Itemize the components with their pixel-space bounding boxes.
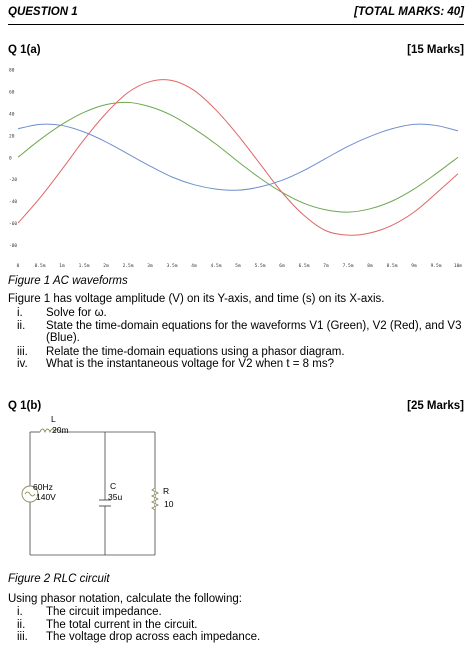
x-tick-label: 3.5m [166, 264, 178, 269]
list-item: iv. What is the instantaneous voltage for V2 when t = 8 ms? [17, 358, 334, 371]
q1a-marks: [15 Marks] [407, 44, 464, 56]
x-tick-label: 2m [103, 264, 109, 269]
x-tick-label: 5.5m [254, 264, 266, 269]
y-tick-label: -40 [9, 200, 18, 206]
q1b-intro: Using phasor notation, calculate the following: [8, 593, 242, 605]
capacitor-label: C [110, 481, 117, 491]
y-tick-label: 40 [9, 112, 15, 118]
series-line-1 [18, 102, 458, 212]
x-tick-label: 1.5m [78, 264, 90, 269]
x-tick-label: 4.5m [210, 264, 222, 269]
question-title: QUESTION 1 [8, 6, 78, 18]
q1b-label: Q 1(b) [8, 400, 42, 412]
x-tick-label: 7.5m [342, 264, 354, 269]
list-item: iii. The voltage drop across each impedance. [17, 631, 261, 644]
x-tick-label: 7m [323, 264, 329, 269]
figure1-caption: Figure 1 AC waveforms [8, 275, 128, 287]
source-frequency: 60Hz [33, 482, 53, 492]
y-tick-label: 60 [9, 90, 15, 96]
x-tick-label: 2.5m [122, 264, 134, 269]
q1b-marks: [25 Marks] [407, 400, 464, 412]
resistor-value: 10 [164, 499, 174, 509]
y-tick-label: -80 [9, 244, 18, 250]
inductor-label: L [51, 414, 56, 424]
x-tick-label: 0.5m [34, 264, 46, 269]
q1b-question-list [8, 606, 464, 644]
waveform-chart [8, 60, 464, 272]
y-tick-label: 0 [9, 156, 12, 162]
x-tick-label: 5m [235, 264, 241, 269]
y-tick-label: -60 [9, 222, 18, 228]
x-tick-label: 9.5m [430, 264, 442, 269]
list-item: iii. Relate the time-domain equations using a phasor diagram. [17, 345, 345, 358]
list-item: ii. State the time-domain equations for the waveforms V1 (Green), V2 (Red), and V3 (Blue). [17, 319, 462, 345]
x-tick-label: 6m [279, 264, 285, 269]
series-line-2 [18, 80, 458, 236]
q1a-question-list [8, 307, 464, 371]
x-tick-label: 0 [16, 264, 20, 269]
q1a-label: Q 1(a) [8, 44, 41, 56]
x-tick-label: 4m [191, 264, 197, 269]
inductor-value: 20m [52, 425, 69, 435]
list-item: ii. The total current in the circuit. [17, 618, 198, 631]
resistor-label: R [163, 486, 170, 496]
x-tick-label: 8m [367, 264, 373, 269]
resistor-symbol [152, 488, 158, 510]
figure2-caption: Figure 2 RLC circuit [8, 573, 110, 585]
source-voltage: 140V [36, 492, 56, 502]
header-divider [8, 24, 464, 25]
list-item: i. Solve for ω. [17, 307, 107, 319]
x-tick-label: 10m [453, 264, 463, 269]
x-tick-label: 1m [59, 264, 65, 269]
list-item: i. The circuit impedance. [17, 606, 162, 618]
x-tick-label: 9m [411, 264, 417, 269]
capacitor-value: 35u [108, 492, 123, 502]
x-tick-label: 8.5m [386, 264, 398, 269]
y-tick-label: 20 [9, 134, 15, 140]
rlc-circuit-diagram [0, 410, 200, 560]
series-line-3 [18, 124, 458, 190]
q1a-intro: Figure 1 has voltage amplitude (V) on its Y-axis, and time (s) on its X-axis. [8, 293, 385, 305]
x-tick-label: 6.5m [298, 264, 310, 269]
total-marks: [TOTAL MARKS: 40] [354, 6, 464, 18]
x-tick-label: 3m [147, 264, 153, 269]
y-tick-label: -20 [9, 178, 18, 184]
y-tick-label: 80 [9, 68, 15, 74]
